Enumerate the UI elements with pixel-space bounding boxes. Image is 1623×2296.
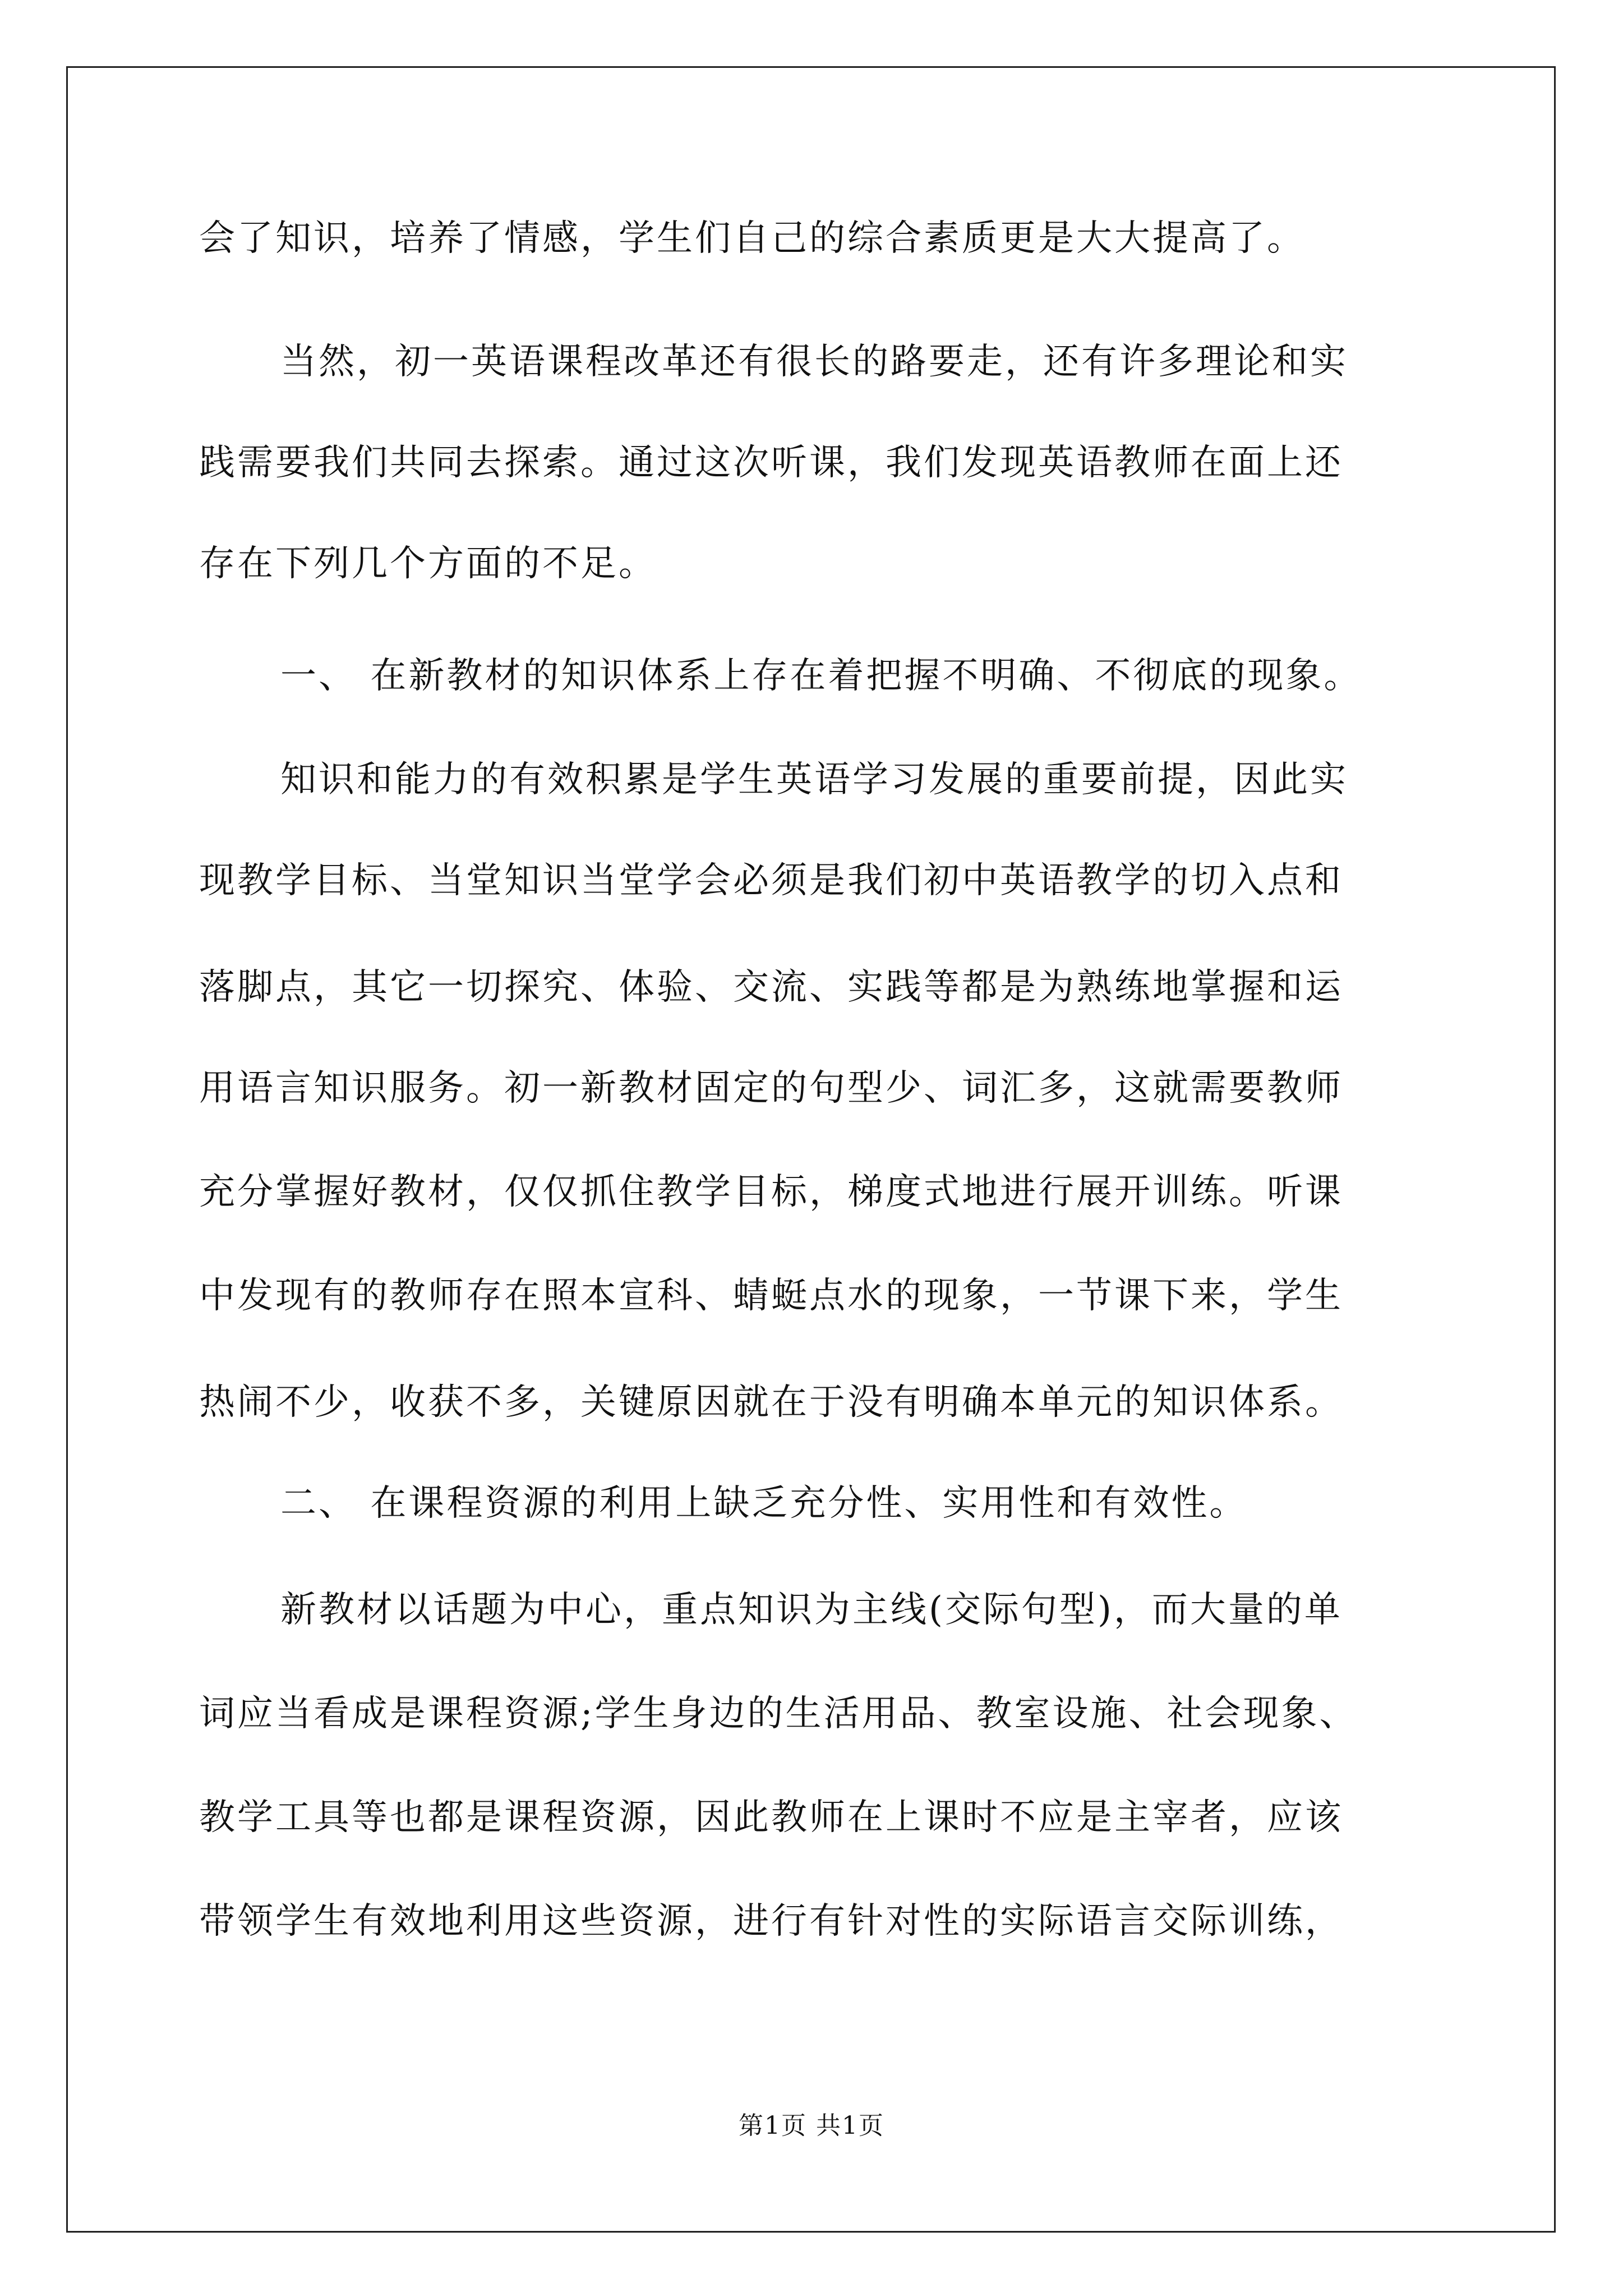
text-line: 中发现有的教师存在照本宣科、蜻蜓点水的现象，一节课下来，学生 [199, 1275, 1343, 1317]
text-line: 充分掌握好教材，仅仅抓住教学目标，梯度式地进行展开训练。听课 [199, 1171, 1343, 1213]
text-line: 用语言知识服务。初一新教材固定的句型少、词汇多，这就需要教师 [199, 1068, 1343, 1109]
text-line: 当然，初一英语课程改革还有很长的路要走，还有许多理论和实 [280, 341, 1348, 383]
page-number: 第1页 共1页 [739, 2111, 884, 2140]
text-line: 知识和能力的有效积累是学生英语学习发展的重要前提，因此实 [280, 759, 1348, 800]
text-line: 现教学目标、当堂知识当堂学会必须是我们初中英语教学的切入点和 [199, 860, 1343, 901]
section-heading: 二、 在课程资源的利用上缺乏充分性、实用性和有效性。 [280, 1483, 1248, 1524]
text-line: 教学工具等也都是课程资源，因此教师在上课时不应是主宰者，应该 [199, 1797, 1343, 1838]
text-line: 存在下列几个方面的不足。 [199, 543, 657, 585]
text-line: 新教材以话题为中心，重点知识为主线(交际句型)，而大量的单 [280, 1589, 1343, 1631]
text-line: 词应当看成是课程资源;学生身边的生活用品、教室设施、社会现象、 [199, 1693, 1358, 1734]
text-line: 热闹不少，收获不多，关键原因就在于没有明确本单元的知识体系。 [199, 1382, 1343, 1423]
text-line: 会了知识，培养了情感，学生们自己的综合素质更是大大提高了。 [199, 218, 1305, 259]
text-line: 带领学生有效地利用这些资源，进行有针对性的实际语言交际训练， [199, 1901, 1343, 1942]
section-heading: 一、 在新教材的知识体系上存在着把握不明确、不彻底的现象。 [280, 655, 1362, 697]
text-line: 践需要我们共同去探索。通过这次听课，我们发现英语教师在面上还 [199, 442, 1343, 484]
text-line: 落脚点，其它一切探究、体验、交流、实践等都是为熟练地掌握和运 [199, 967, 1343, 1008]
